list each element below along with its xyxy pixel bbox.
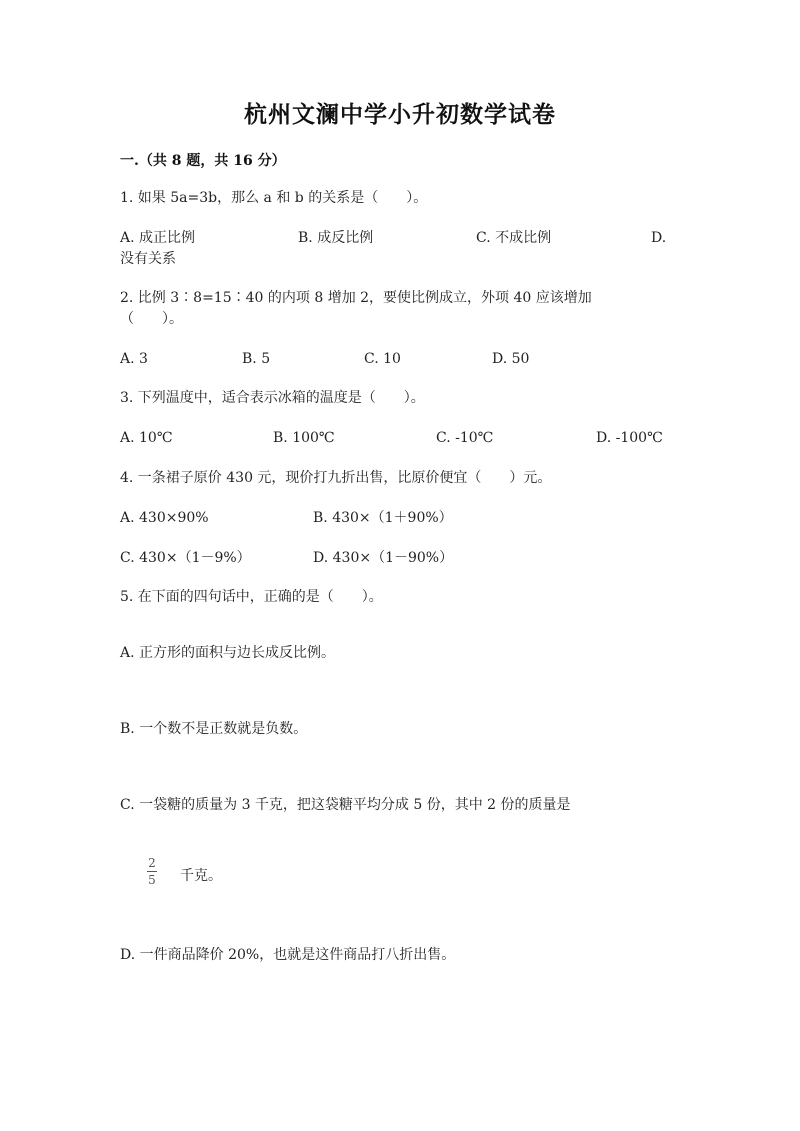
question-2-option-b[interactable]: B. 5: [242, 351, 271, 367]
question-1-stem: 1. 如果 5a=3b，那么 a 和 b 的关系是（ ）。: [120, 190, 428, 206]
question-4-option-a[interactable]: A. 430×90%: [120, 510, 209, 526]
question-5-option-b[interactable]: B. 一个数不是正数就是负数。: [120, 721, 308, 737]
question-1-option-d[interactable]: D.: [651, 230, 667, 246]
question-4-option-b[interactable]: B. 430×（1＋90%）: [313, 510, 453, 526]
question-3-stem: 3. 下列温度中，适合表示冰箱的温度是（ ）。: [120, 390, 425, 406]
question-3-option-d[interactable]: D. -100℃: [596, 430, 663, 446]
question-3-option-b[interactable]: B. 100℃: [273, 430, 335, 446]
exam-title: 杭州文澜中学小升初数学试卷: [244, 101, 556, 128]
question-1-option-a[interactable]: A. 成正比例: [120, 230, 196, 246]
question-5-option-c-tail: 千克。: [180, 868, 222, 884]
question-5-option-c[interactable]: C. 一袋糖的质量为 3 千克，把这袋糖平均分成 5 份，其中 2 份的质量是: [120, 797, 571, 813]
question-5-option-a[interactable]: A. 正方形的面积与边长成反比例。: [120, 645, 336, 661]
question-4-stem: 4. 一条裙子原价 430 元，现价打九折出售，比原价便宜（ ）元。: [120, 470, 552, 486]
question-5-option-d[interactable]: D. 一件商品降价 20%，也就是这件商品打八折出售。: [120, 947, 456, 963]
fraction-numerator: 2: [148, 856, 156, 870]
question-2-option-a[interactable]: A. 3: [120, 351, 148, 367]
question-5-stem: 5. 在下面的四句话中，正确的是（ ）。: [120, 589, 383, 605]
section-heading: 一.（共 8 题，共 16 分）: [120, 153, 286, 169]
question-3-option-c[interactable]: C. -10℃: [436, 430, 494, 446]
question-1-option-b[interactable]: B. 成反比例: [298, 230, 374, 246]
fraction-bar: [147, 871, 157, 872]
question-4-option-d[interactable]: D. 430×（1－90%）: [313, 550, 454, 566]
question-4-option-c[interactable]: C. 430×（1－9%）: [120, 550, 251, 566]
fraction-two-fifths: [145, 856, 159, 887]
question-1-option-c[interactable]: C. 不成比例: [476, 230, 552, 246]
question-2-stem: 2. 比例 3∶8=15∶40 的内项 8 增加 2，要使比例成立，外项 40 应该增加: [120, 290, 592, 306]
question-1-option-d-text: 没有关系: [120, 251, 176, 267]
question-3-option-a[interactable]: A. 10℃: [120, 430, 173, 446]
fraction-denominator: 5: [148, 873, 156, 887]
question-2-option-c[interactable]: C. 10: [364, 351, 401, 367]
question-2-option-d[interactable]: D. 50: [492, 351, 530, 367]
question-2-stem-cont: （ ）。: [120, 311, 183, 327]
